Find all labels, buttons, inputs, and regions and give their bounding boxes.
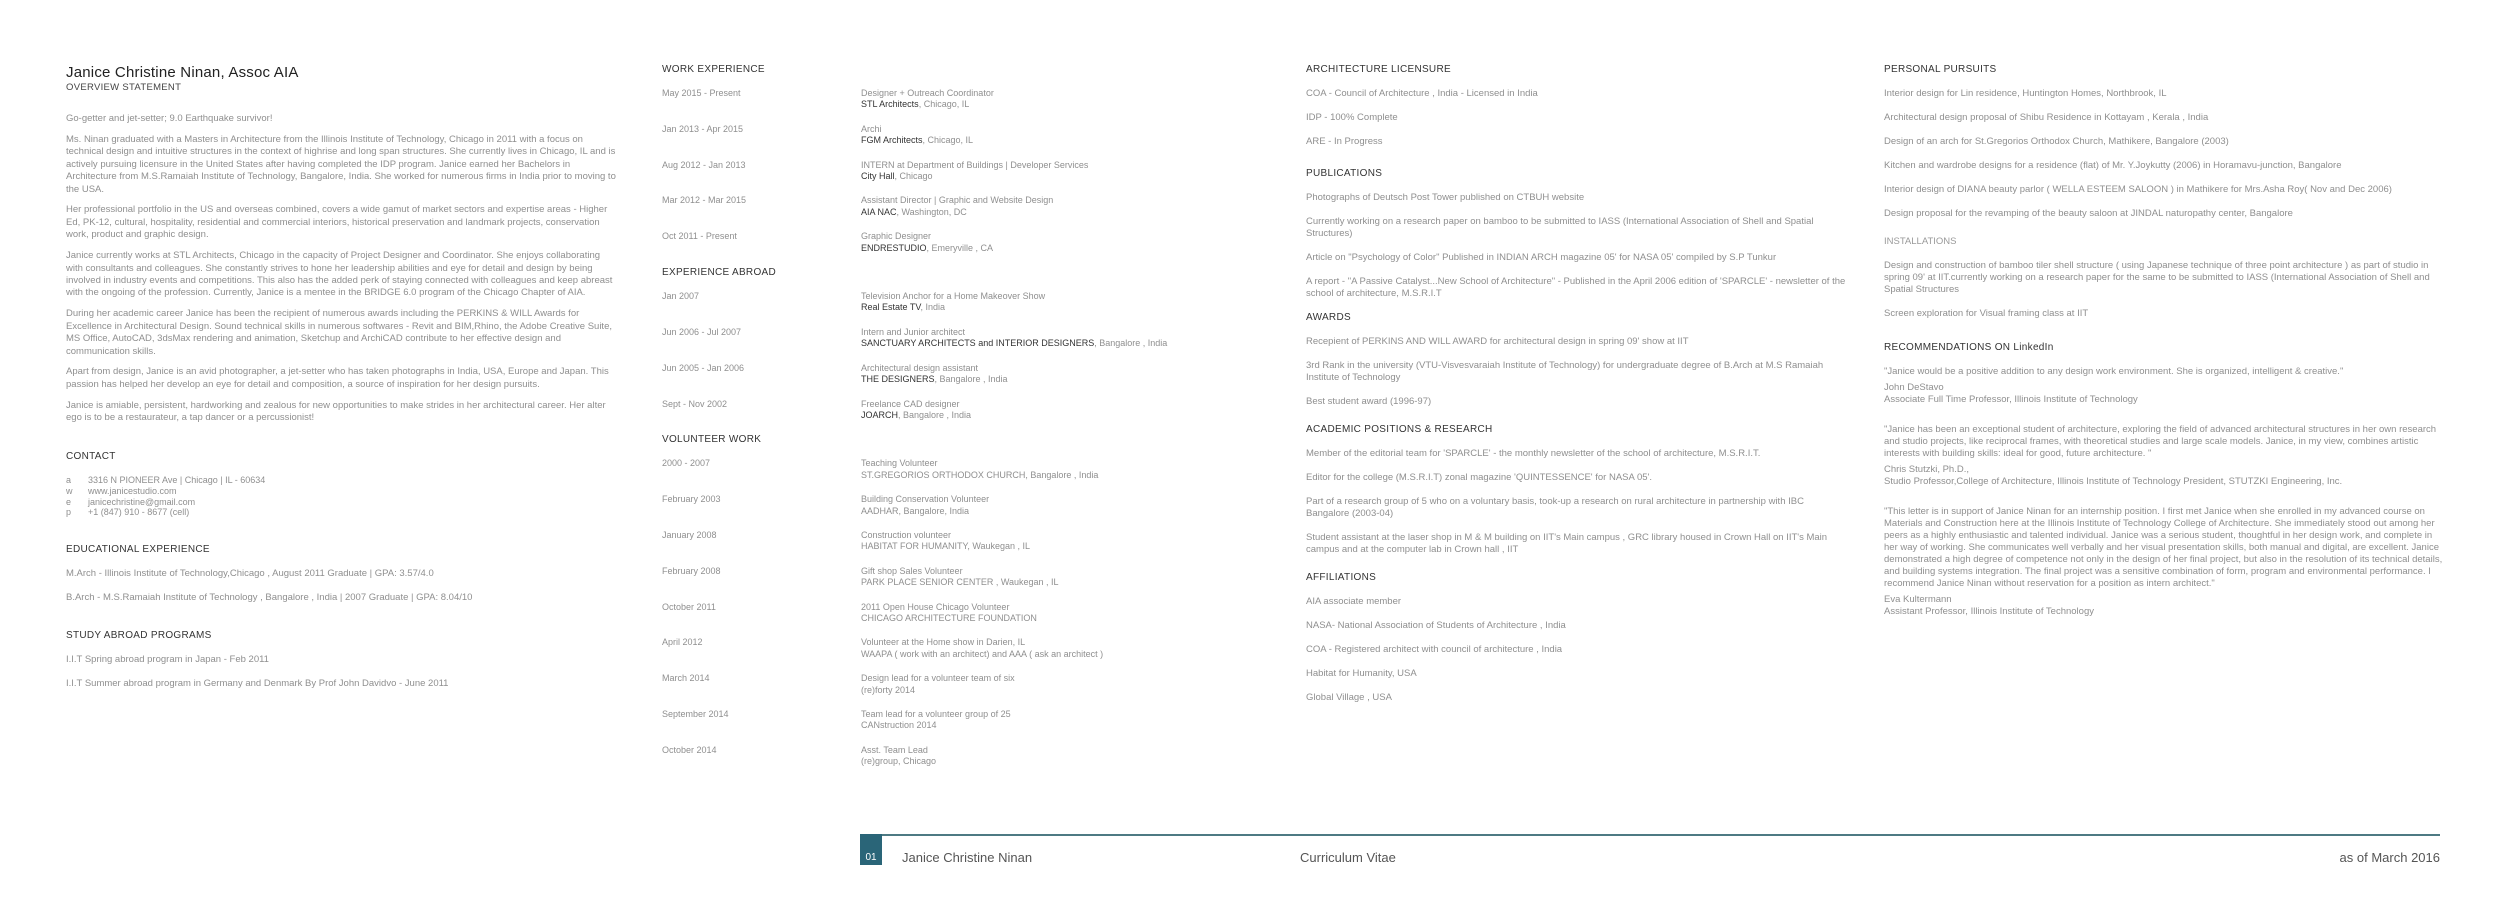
abroad-entry: Jun 2005 - Jan 2006 Architectural design assistant THE DESIGNERS, Bangalore , India xyxy=(662,362,1008,385)
education-item: B.Arch - M.S.Ramaiah Institute of Technology , Bangalore , India | 2007 Graduate | GPA: 8.04/10 xyxy=(66,592,473,604)
volunteer-entry: February 2008 Gift shop Sales Volunteer PARK PLACE SENIOR CENTER , Waukegan , IL xyxy=(662,565,1059,588)
education-heading: EDUCATIONAL EXPERIENCE xyxy=(66,544,210,556)
licensure-heading: ARCHITECTURE LICENSURE xyxy=(1306,64,1451,75)
volunteer-entry: October 2014 Asst. Team Lead (re)group, Chicago xyxy=(662,744,937,767)
academic-heading: ACADEMIC POSITIONS & RESEARCH xyxy=(1306,424,1493,435)
recommendation-author: Chris Stutzki, Ph.D., xyxy=(1884,464,1969,475)
work-entry: Mar 2012 - Mar 2015 Assistant Director | Graphic and Website Design AIA NAC, Washington, DC xyxy=(662,195,1054,217)
experience-abroad-heading: EXPERIENCE ABROAD xyxy=(662,267,777,279)
overview-heading: OVERVIEW STATEMENT xyxy=(66,82,182,93)
licensure-item: IDP - 100% Complete xyxy=(1306,112,1398,123)
volunteer-entry: October 2011 2011 Open House Chicago Volunteer CHICAGO ARCHITECTURE FOUNDATION xyxy=(662,601,1037,623)
recommendation-role: Assistant Professor, Illinois Institute of Technology xyxy=(1884,606,2094,617)
overview-column xyxy=(66,64,618,702)
pursuit-item: Design proposal for the revamping of the beauty saloon at JINDAL naturopathy center, Bangalore xyxy=(1884,208,2293,219)
volunteer-entry: 2000 - 2007 Teaching Volunteer ST.GREGORIOS ORTHODOX CHURCH, Bangalore , India xyxy=(662,458,1099,480)
experience-column xyxy=(662,64,1274,781)
publication-item: Photographs of Deutsch Post Tower published on CTBUH website xyxy=(1306,192,1585,203)
recommendation-author: John DeStavo xyxy=(1884,382,1944,393)
affiliation-item: Global Village , USA xyxy=(1306,692,1392,703)
pursuits-heading: PERSONAL PURSUITS xyxy=(1884,64,1997,75)
award-item: 3rd Rank in the university (VTU-Visvesvaraiah Institute of Technology) for undergraduate degree of B.Arch at M.S Ramaiah Institute of Technology xyxy=(1306,360,1824,383)
pursuit-item: Interior design of DIANA beauty parlor ( WELLA ESTEEM SALOON ) in Mathikere for Mrs.Asha Roy( Nov and Dec 2006) xyxy=(1884,184,2392,195)
abroad-entry: Jan 2007 Television Anchor for a Home Makeover Show Real Estate TV, India xyxy=(662,291,1046,313)
work-experience-heading: WORK EXPERIENCE xyxy=(662,64,765,75)
study-abroad-heading: STUDY ABROAD PROGRAMS xyxy=(66,630,212,642)
overview-paragraph: Janice is amiable, persistent, hardworking and zealous for new opportunities to make strides in her architectural career. Her alter ego is to be a restaurateur, a tap dancer or a percussionist! xyxy=(66,399,606,424)
footer-date: as of March 2016 xyxy=(2339,850,2440,865)
volunteer-entry: April 2012 Volunteer at the Home show in Darien, IL WAAPA ( work with an architect) and AAA ( ask an architect ) xyxy=(662,637,1104,659)
study-abroad-item: I.I.T Summer abroad program in Germany and Denmark By Prof John Davidvo - June 2011 xyxy=(66,678,449,690)
contact-website[interactable]: w www.janicestudio.com xyxy=(66,485,177,496)
overview-paragraph: Apart from design, Janice is an avid photographer, a jet-setter who has taken photographs in India, USA, Europe and Japan. This passion has helped her develop an eye for detail and composition, a source of inspiration for her design pursuits. xyxy=(66,366,609,390)
publication-item: A report - "A Passive Catalyst...New School of Architecture" - Published in the April 2006 edition of 'SPARCLE' - newsletter of the school of architecture, M.S.R.I.T xyxy=(1306,276,1846,299)
recommendation-quote: "Janice has been an exceptional student of architecture, exploring the field of advanced architectural structures in her own research and studio projects, like reciprocal frames, with theoretical studies and large scale models. Janice, in my view, combines artistic interests with building skills: ideal for good, future architecture. " xyxy=(1884,424,2437,459)
volunteer-heading: VOLUNTEER WORK xyxy=(662,434,762,446)
credentials-column xyxy=(1306,64,1846,716)
education-item: M.Arch - Illinois Institute of Technology,Chicago , August 2011 Graduate | GPA: 3.57/4.0 xyxy=(66,568,434,580)
page-number: 01 xyxy=(860,834,882,865)
academic-item: Part of a research group of 5 who on a voluntary basis, took-up a research on rural architecture in partnership with IBC Bangalore (2003-04) xyxy=(1306,496,1804,519)
affiliation-item: COA - Registered architect with council of architecture , India xyxy=(1306,644,1563,655)
recommendation-quote: "This letter is in support of Janice Ninan for an internship position. I first met Janice when she enrolled in my advanced course on Materials and Construction here at the Illinois Institute of Technology College of Architecture. She immediately stood out among her peers as a highly enthusiastic and talented individual. Janice was a serious student, thoughtful in her design work, and complete in her way of working. She communicates well verbally and her visual presentation skills, both manual and digital, are excellent. Janice demonstrated a high degree of competence not only in the design of her final project, but also in the resolution of its technical details, and building systems integration. The final project was a sensitive combination of form, program and environmental performance. I recommend Janice Ninan without reservation for a position as intern architect." xyxy=(1884,506,2443,589)
recommendation-author: Eva Kultermann xyxy=(1884,594,1952,605)
installations-heading: INSTALLATIONS xyxy=(1884,236,1957,247)
work-entry: Jan 2013 - Apr 2015 Archi FGM Architects, Chicago, IL xyxy=(662,123,974,146)
academic-item: Member of the editorial team for 'SPARCLE' - the monthly newsletter of the school of architecture, M.S.R.I.T. xyxy=(1306,448,1761,459)
affiliation-item: AIA associate member xyxy=(1306,596,1402,607)
overview-paragraph: Ms. Ninan graduated with a Masters in Architecture from the Illinois Institute of Technology, Chicago in 2011 with a focus on technical design and intuitive structures in the context of highrise and long span structures. She currently lives in Chicago, IL and is actively pursuing licensure in the United States after having completed the IDP program. Janice earned her Bachelors in Architecture from M.S.Ramaiah Institute of Technology, Bangalore, India. She worked for numerous firms in India prior to moving to the USA. xyxy=(66,133,616,195)
footer-rule xyxy=(860,834,2440,836)
abroad-entry: Jun 2006 - Jul 2007 Intern and Junior architect SANCTUARY ARCHITECTS and INTERIOR DESIGNERS, Bangalore , India xyxy=(662,326,1168,349)
installation-item: Design and construction of bamboo tiler shell structure ( using Japanese technique of three point architecture ) as part of studio in spring 09' at IIT.currently working on a research paper for the same to be submitted to IASS (International Association of Shell and Spatial Structures xyxy=(1884,260,2430,295)
installation-item: Screen exploration for Visual framing class at IIT xyxy=(1884,308,2089,319)
affiliation-item: NASA- National Association of Students of Architecture , India xyxy=(1306,620,1566,631)
contact-address: a 3316 N PIONEER Ave | Chicago | IL - 60634 xyxy=(66,475,266,486)
academic-item: Student assistant at the laser shop in M & M building on IIT's Main campus , GRC library housed in Crown Hall on IIT's Main campus and at the computer lab in Crown hall , IIT xyxy=(1306,532,1828,555)
study-abroad-item: I.I.T Spring abroad program in Japan - Feb 2011 xyxy=(66,654,269,666)
overview-tagline: Go-getter and jet-setter; 9.0 Earthquake survivor! xyxy=(66,113,273,124)
contact-email[interactable]: e janicechristine@gmail.com xyxy=(66,496,196,507)
personal-column xyxy=(1884,64,2446,630)
work-entry: Oct 2011 - Present Graphic Designer ENDRESTUDIO, Emeryville , CA xyxy=(662,231,994,253)
pursuit-item: Kitchen and wardrobe designs for a residence (flat) of Mr. Y.Joykutty (2006) in Horamavu-junction, Bangalore xyxy=(1884,160,2342,171)
footer-name: Janice Christine Ninan xyxy=(902,850,1033,865)
volunteer-entry: January 2008 Construction volunteer HABITAT FOR HUMANITY, Waukegan , IL xyxy=(662,529,1031,552)
contact-phone: p +1 (847) 910 - 8677 (cell) xyxy=(66,507,190,518)
volunteer-entry: March 2014 Design lead for a volunteer team of six (re)forty 2014 xyxy=(662,673,1015,695)
award-item: Best student award (1996-97) xyxy=(1306,396,1432,407)
pursuit-item: Architectural design proposal of Shibu Residence in Kottayam , Kerala , India xyxy=(1884,112,2209,123)
overview-paragraph: Janice currently works at STL Architects, Chicago in the capacity of Project Designer and Coordinator. She enjoys collaborating with consultants and colleagues. She constantly strives to hone her leadership abilities and eye for detail and design by being involved in industry events and competitions. This also has the added perk of staying connected with colleagues and keep abreast with the ongoing of the profession. Currently, Janice is a mentee in the BRIDGE 6.0 program of the Chicago Chapter of AIA. xyxy=(66,250,613,299)
volunteer-entry: February 2003 Building Conservation Volunteer AADHAR, Bangalore, India xyxy=(662,494,990,516)
publications-heading: PUBLICATIONS xyxy=(1306,168,1383,179)
work-entry: Aug 2012 - Jan 2013 INTERN at Department of Buildings | Developer Services City Hall, Chicago xyxy=(662,159,1089,182)
awards-heading: AWARDS xyxy=(1306,312,1351,323)
affiliation-item: Habitat for Humanity, USA xyxy=(1306,668,1417,679)
page-title: Janice Christine Ninan, Assoc AIA xyxy=(66,64,299,81)
recommendation-role: Studio Professor,College of Architecture, Illinois Institute of Technology President, STUTZKI Engineering, Inc. xyxy=(1884,476,2343,487)
award-item: Recepient of PERKINS AND WILL AWARD for architectural design in spring 09' show at IIT xyxy=(1306,336,1689,347)
contact-heading: CONTACT xyxy=(66,451,116,463)
overview-paragraph: During her academic career Janice has been the recipient of numerous awards including the PERKINS & WILL Awards for Excellence in Architectural Design. Sound technical skills in numerous softwares - Revit and BIM,Rhino, the Adobe Creative Suite, MS Office, AutoCAD, 3dsMax rendering and animation, Sketchup and ArchiCAD contribute to her effective design and communication skills. xyxy=(66,308,612,357)
licensure-item: COA - Council of Architecture , India - Licensed in India xyxy=(1306,88,1538,99)
overview-paragraph: Her professional portfolio in the US and overseas combined, covers a wide gamut of market sectors and expertise areas - Higher Ed, PK-12, cultural, hospitality, residential and commercial interiors, historical preservation and landmark projects, conservation work, product and graphic design. xyxy=(66,204,608,241)
footer-document-title: Curriculum Vitae xyxy=(1300,850,1396,865)
affiliations-heading: AFFILIATIONS xyxy=(1306,572,1377,583)
recommendation-role: Associate Full Time Professor, Illinois Institute of Technology xyxy=(1884,394,2138,405)
recommendation-quote: "Janice would be a positive addition to any design work environment. She is organized, intelligent & creative." xyxy=(1884,366,2344,377)
pursuit-item: Design of an arch for St.Gregorios Orthodox Church, Mathikere, Bangalore (2003) xyxy=(1884,136,2229,147)
pursuit-item: Interior design for Lin residence, Huntington Homes, Northbrook, IL xyxy=(1884,88,2167,99)
abroad-entry: Sept - Nov 2002 Freelance CAD designer JOARCH, Bangalore , India xyxy=(662,398,972,420)
publication-item: Article on "Psychology of Color" Published in INDIAN ARCH magazine 05' for NASA 05' compiled by S.P Tunkur xyxy=(1306,252,1777,263)
academic-item: Editor for the college (M.S.R.I.T) zonal magazine 'QUINTESSENCE' for NASA 05'. xyxy=(1306,472,1652,483)
licensure-item: ARE - In Progress xyxy=(1306,136,1383,147)
recommendations-heading: RECOMMENDATIONS ON LinkedIn xyxy=(1884,342,2054,353)
publication-item: Currently working on a research paper on bamboo to be submitted to IASS (International Association of Shell and Spatial Structures) xyxy=(1306,216,1814,239)
work-entry: May 2015 - Present Designer + Outreach Coordinator STL Architects, Chicago, IL xyxy=(662,88,994,110)
volunteer-entry: September 2014 Team lead for a volunteer group of 25 CANstruction 2014 xyxy=(662,709,1011,731)
